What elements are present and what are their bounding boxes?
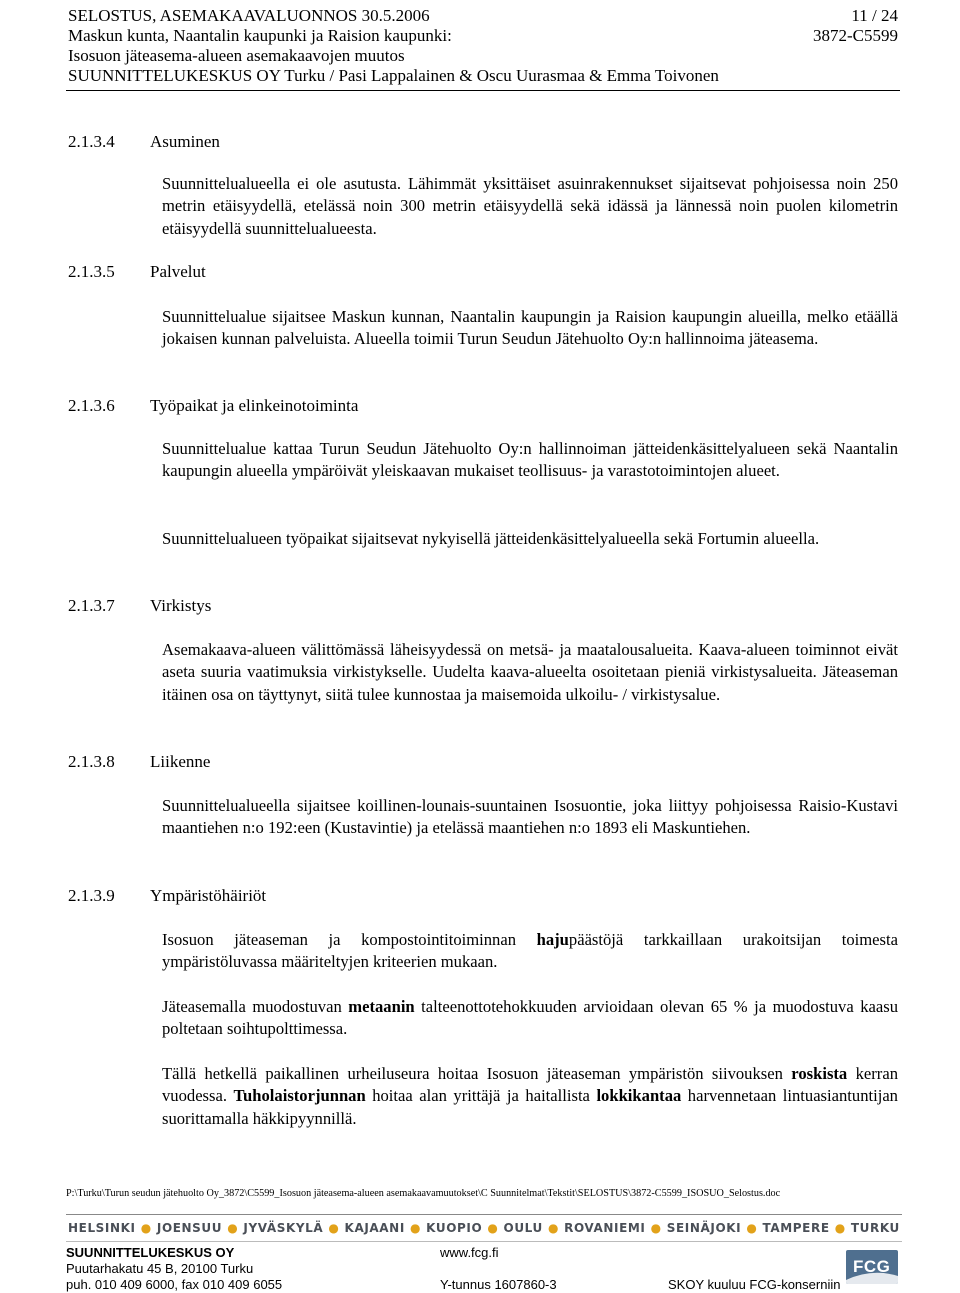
text-run: harvennetaan lintuasiantuntijan suorittamalla häkkipyynnillä. [162,1086,898,1128]
text-run: kerran vuodessa. [162,1064,898,1106]
company-phone: puh. 010 409 6000, fax 010 409 6055 [66,1277,283,1292]
paragraph-virkistys: Asemakaava-alueen välittömässä läheisyydessä on metsä- ja maatalousalueita. Kaava-alueen toiminnot eivät aseta suuria vaatimuksia virkistykselle. Uudelta kaava-alueelta osoitetaan pieniä virkistysalueita. Jäteaseman itäinen osa on täyttynyt, siitä tulee kunnostaa ja maisemoida ulkoilu- / virkistysalue. [162,640,898,704]
paragraph-siivous [162,1063,898,1130]
text-run: Jäteasemalla muodostuvan [162,997,349,1016]
bullet-dot-icon: ● [746,1221,758,1235]
company-address: Puutarhakatu 45 B, 20100 Turku [66,1261,254,1276]
section-heading-liikenne [68,752,210,772]
header-title: SELOSTUS, ASEMAKAAVALUONNOS 30.5.2006 [68,6,430,25]
logo-text: FCG [853,1257,891,1276]
section-title: Palvelut [150,262,206,281]
bullet-dot-icon: ● [227,1221,239,1235]
bold-term-haju: haju [536,930,569,949]
section-heading-tyopaikat [68,396,358,416]
text-run: päästöjä tarkkaillaan urakoitsijan toimesta ympäristöluvassa määriteltyjen kriteerien mukaan. [162,930,898,972]
paragraph-hajupaastot [162,929,898,974]
section-title: Liikenne [150,752,211,771]
text-run: talteenottotehokkuuden arvioidaan olevan 65 % ja muodostuva kaasu poltetaan soihtupolttimessa. [162,997,899,1039]
header-divider [66,90,900,91]
city-helsinki: HELSINKI [68,1221,136,1235]
page-number: 11 / 24 [851,6,898,25]
paragraph-tyopaikat-1: Suunnittelualue kattaa Turun Seudun Jätehuolto Oy:n hallinnoiman jätteidenkäsittelyalueen sekä Naantalin kaupungin alueella ympäröivät yleiskaavan mukaiset teollisuus- ja varastotoimintojen alueet. [162,439,898,481]
city-kajaani: KAJAANI [344,1221,405,1235]
office-cities-bar [66,1214,902,1242]
header-subject: Isosuon jäteasema-alueen asemakaavojen muutos [68,46,405,65]
section-heading-asuminen [68,132,220,152]
project-code: 3872-C5599 [813,26,898,45]
text-run: Isosuon jäteaseman ja kompostointitoiminnan [162,930,537,949]
header-authors: SUUNNITTELUKESKUS OY Turku / Pasi Lappalainen & Oscu Uurasmaa & Emma Toivonen [68,66,719,85]
bullet-dot-icon: ● [409,1221,422,1235]
bullet-dot-icon: ● [140,1221,152,1235]
section-title: Virkistys [150,596,212,615]
bullet-dot-icon: ● [328,1221,340,1235]
section-number: 2.1.3.8 [68,752,115,771]
section-number: 2.1.3.7 [68,596,115,615]
file-path: P:\Turku\Turun seudun jätehuolto Oy_3872\C5599_Isosuon jäteasema-alueen asemakaavamuutokset\C Suunnitelmat\Tekstit\SELOSTUS\3872-C5599_ISOSUO_Selostus.doc [66,1188,781,1199]
section-number: 2.1.3.9 [68,886,115,905]
section-heading-ymparistohairiot [68,886,266,906]
text-run: Tällä hetkellä paikallinen urheiluseura hoitaa Isosuon jäteaseman ympäristön siivouksen [162,1064,792,1083]
section-title: Ympäristöhäiriöt [150,886,267,905]
bullet-dot-icon: ● [650,1221,662,1235]
city-joensuu: JOENSUU [156,1221,223,1235]
city-oulu: OULU [503,1221,543,1235]
text-run: hoitaa alan yrittäjä ja haitallista [365,1086,597,1106]
header-municipalities: Maskun kunta, Naantalin kaupunki ja Raision kaupunki: [68,26,452,45]
section-title: Työpaikat ja elinkeinotoiminta [150,396,359,415]
section-title: Asuminen [150,132,220,151]
city-tampere: TAMPERE [762,1221,830,1235]
website-link[interactable]: www.fcg.fi [440,1245,499,1260]
bullet-dot-icon: ● [487,1221,499,1235]
bullet-dot-icon: ● [547,1221,560,1235]
fcg-logo [846,1250,898,1284]
city-turku: TURKU [850,1221,900,1235]
section-number: 2.1.3.6 [68,396,115,415]
paragraph-metaani [162,996,898,1041]
bullet-dot-icon: ● [834,1221,846,1235]
section-number: 2.1.3.5 [68,262,115,281]
bold-term-lokkikanta: lokkikantaa [596,1086,682,1106]
bold-term-metaani: metaanin [348,997,415,1016]
city-kuopio: KUOPIO [426,1221,483,1235]
group-membership: SKOY kuuluu FCG-konserniin [668,1277,841,1292]
paragraph-palvelut: Suunnittelualue sijaitsee Maskun kunnan, Naantalin kaupungin ja Raision kaupungin alueilla, melko etäällä jokaisen kunnan palveluista. Alueella toimii Turun Seudun Jätehuolto Oy:n hallinnoima jäteasema. [162,307,898,349]
section-heading-virkistys [68,596,211,616]
section-number: 2.1.3.4 [68,132,115,151]
bold-term-tuholaistorjunta: Tuholaistorjunnan [233,1086,366,1106]
company-name: SUUNNITTELUKESKUS OY [66,1245,235,1260]
bold-term-roskista: roskista [791,1064,848,1083]
paragraph-liikenne: Suunnittelualueella sijaitsee koillinen-lounais-suuntainen Isosuontie, joka liittyy pohjoisessa Raisio-Kustavi maantiehen n:o 192:een (Kustavintie) ja etelässä maantiehen n:o 1893 eli Maskuntiehen. [162,796,898,838]
section-heading-palvelut [68,262,206,282]
business-id: Y-tunnus 1607860-3 [440,1277,557,1292]
paragraph-tyopaikat-2: Suunnittelualueen työpaikat sijaitsevat nykyisellä jätteidenkäsittelyalueella sekä Fortumin alueella. [162,529,820,548]
city-seinajoki: SEINÄJOKI [666,1221,742,1235]
city-rovaniemi: ROVANIEMI [564,1221,646,1235]
paragraph-asuminen: Suunnittelualueella ei ole asutusta. Lähimmät yksittäiset asuinrakennukset sijaitsevat pohjoisessa noin 250 metrin etäisyydellä, etelässä noin 300 metrin etäisyydellä sekä idässä ja lännessä noin puolen kilometrin etäisyydellä suunnittelualueesta. [162,174,898,238]
city-jyvaskyla: JYVÄSKYLÄ [243,1221,324,1235]
